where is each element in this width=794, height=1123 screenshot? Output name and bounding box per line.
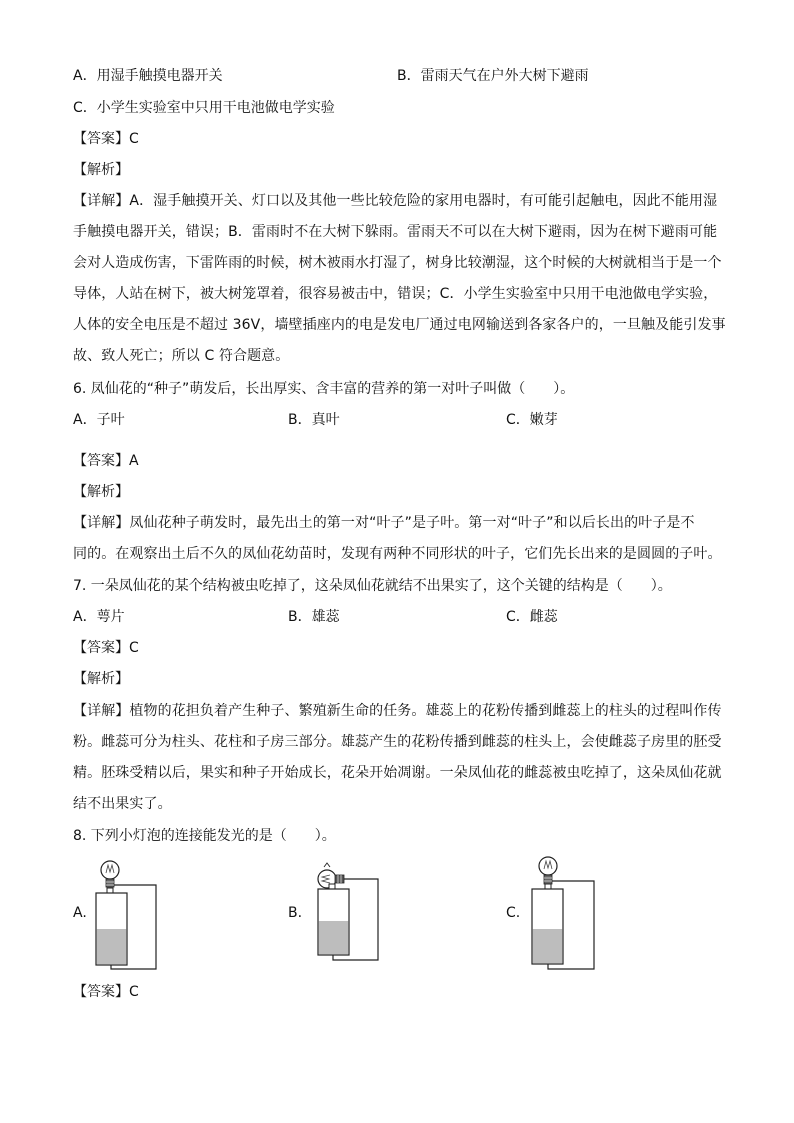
- bulb-icon: [101, 861, 119, 887]
- circuit-b: [288, 855, 388, 975]
- q7-option-a: A．萼片: [73, 609, 125, 625]
- q7-detail-line: 粉。雌蕊可分为柱头、花柱和子房三部分。雄蕊产生的花粉传播到雌蕊的柱头上，会使雌蕊子房里的胚受: [73, 734, 722, 750]
- q6-question: 6. 凤仙花的“种子”萌发后，长出厚实、含丰富的营养的第一对叶子叫做（ ）。: [73, 381, 575, 397]
- circuit-c: [506, 855, 606, 975]
- q7-detail-line: 结不出果实了。: [73, 796, 172, 812]
- q5-detail-line: 故、致人死亡；所以 C 符合题意。: [73, 348, 290, 364]
- q7-answer: 【答案】C: [73, 640, 139, 656]
- q8-question: 8. 下列小灯泡的连接能发光的是（ ）。: [73, 828, 336, 844]
- battery-icon: [532, 884, 563, 964]
- circuit-a: [73, 855, 173, 975]
- q5-detail-line: 人体的安全电压是不超过 36V，墙壁插座内的电是发电厂通过电网输送到各家各户的，一旦触及能引发事: [73, 317, 726, 333]
- q5-detail-line: 手触摸电器开关，错误；B．雷雨时不在大树下躲雨。雷雨天不可以在大树下避雨，因为在树下避雨可能: [73, 224, 718, 240]
- q5-option-a: A．用湿手触摸电器开关: [73, 68, 223, 84]
- q6-option-c: C．嫩芽: [506, 412, 558, 428]
- q5-option-c: C．小学生实验室中只用干电池做电学实验: [73, 100, 335, 116]
- q6-analysis-heading: 【解析】: [73, 484, 129, 500]
- q7-option-c: C．雌蕊: [506, 609, 558, 625]
- q6-option-b: B．真叶: [288, 412, 340, 428]
- circuit-c-diagram: [506, 855, 606, 975]
- bulb-icon: [539, 857, 557, 884]
- q7-question: 7. 一朵凤仙花的某个结构被虫吃掉了，这朵凤仙花就结不出果实了，这个关键的结构是（ ）。: [73, 578, 672, 594]
- circuit-b-diagram: [288, 855, 388, 975]
- q6-answer: 【答案】A: [73, 453, 139, 469]
- battery-icon: [96, 888, 127, 965]
- q5-detail-line: 【详解】A．湿手触摸开关、灯口以及其他一些比较危险的家用电器时，有可能引起触电，因此不能用湿: [73, 193, 718, 209]
- q7-analysis-heading: 【解析】: [73, 671, 129, 687]
- q8-answer: 【答案】C: [73, 984, 139, 1000]
- q6-detail-line: 【详解】凤仙花种子萌发时，最先出土的第一对“叶子”是子叶。第一对“叶子”和以后长出的叶子是不: [73, 515, 695, 531]
- q7-detail-line: 【详解】植物的花担负着产生种子、繁殖新生命的任务。雄蕊上的花粉传播到雌蕊上的柱头的过程叫作传: [73, 703, 722, 719]
- q5-detail-line: 导体，人站在树下，被大树笼罩着，很容易被击中，错误；C．小学生实验室中只用干电池做电学实验，: [73, 286, 718, 302]
- q7-option-b: B．雄蕊: [288, 609, 340, 625]
- q5-detail: [73, 186, 726, 372]
- q7-detail-line: 精。胚珠受精以后，果实和种子开始成长，花朵开始凋谢。一朵凤仙花的雌蕊被虫吃掉了，这朵凤仙花就: [73, 765, 722, 781]
- q6-detail-line: 同的。在观察出土后不久的凤仙花幼苗时，发现有两种不同形状的叶子，它们先长出来的是圆圆的子叶。: [73, 546, 722, 562]
- battery-icon: [318, 884, 349, 955]
- q6-detail: [73, 508, 723, 570]
- q5-detail-line: 会对人造成伤害，下雷阵雨的时候，树木被雨水打湿了，树身比较潮湿，这个时候的大树就相当于是一个: [73, 255, 722, 271]
- q7-detail: [73, 696, 723, 820]
- q6-option-a: A．子叶: [73, 412, 125, 428]
- circuit-a-label: A.: [73, 905, 87, 921]
- q5-analysis-heading: 【解析】: [73, 162, 129, 178]
- q5-option-b: B．雷雨天气在户外大树下避雨: [397, 68, 589, 84]
- circuit-a-diagram: [73, 855, 173, 975]
- circuit-c-label: C.: [506, 905, 521, 921]
- circuit-b-label: B.: [288, 905, 303, 921]
- q5-answer: 【答案】C: [73, 131, 139, 147]
